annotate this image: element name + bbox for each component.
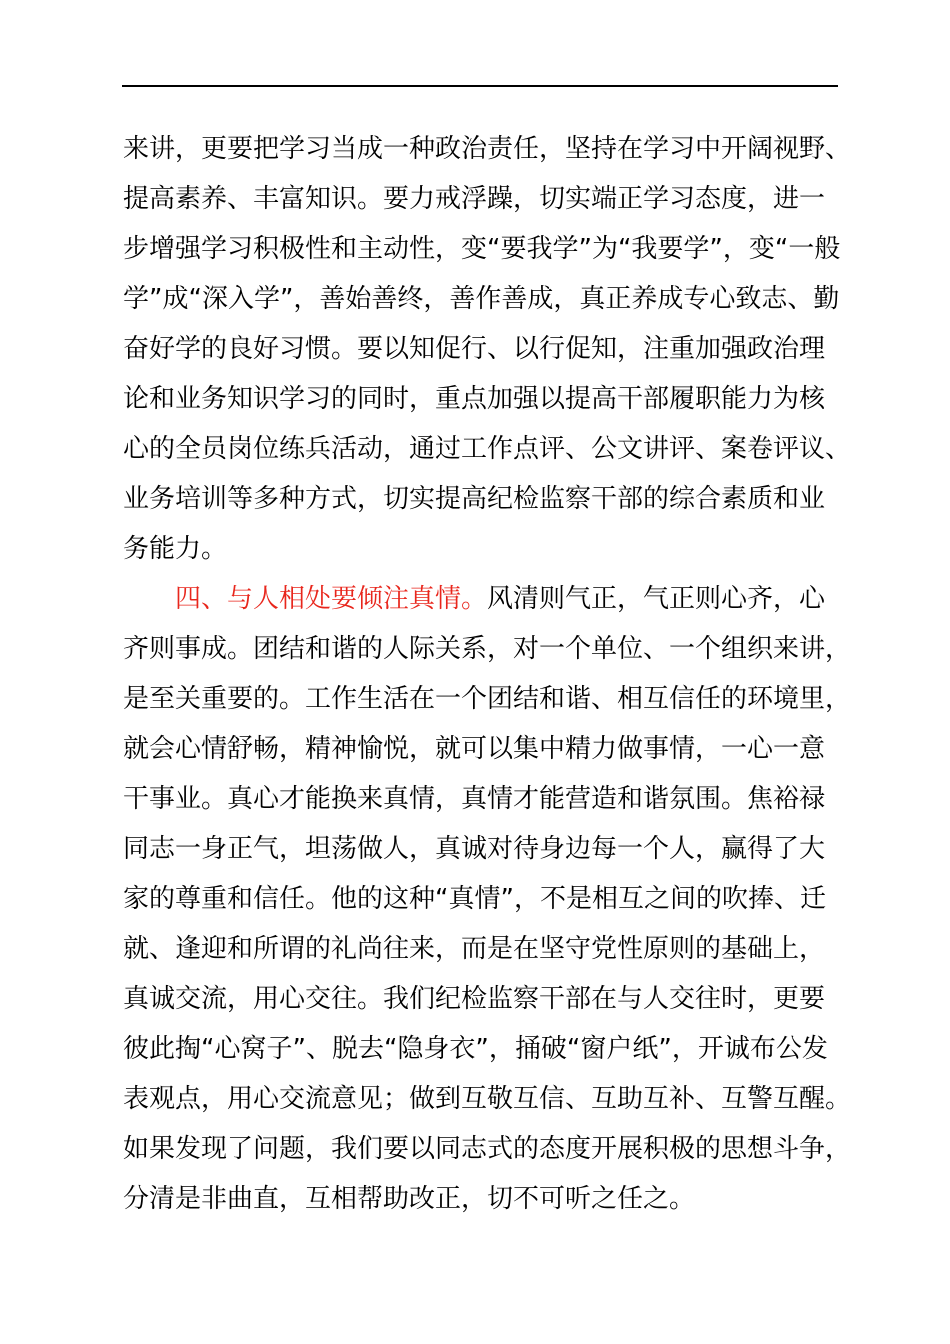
text-line-fragment: 风清则气正，气正则心齐，心 bbox=[487, 584, 826, 614]
text-line: 如果发现了问题，我们要以同志式的态度开展积极的思想斗争， bbox=[123, 1134, 852, 1164]
text-line: 分清是非曲直，互相帮助改正，切不可听之任之。 bbox=[123, 1184, 696, 1214]
text-line: 是至关重要的。工作生活在一个团结和谐、相互信任的环境里， bbox=[123, 684, 852, 714]
text-line: 学”成“深入学”，善始善终，善作善成，真正养成专心致志、勤 bbox=[123, 284, 840, 314]
text-line: 就、逢迎和所谓的礼尚往来，而是在坚守党性原则的基础上， bbox=[123, 934, 826, 964]
text-line: 心的全员岗位练兵活动，通过工作点评、公文讲评、案卷评议、 bbox=[123, 434, 852, 464]
text-line: 提高素养、丰富知识。要力戒浮躁，切实端正学习态度，进一 bbox=[123, 184, 826, 214]
section-4-heading: 四、与人相处要倾注真情。 bbox=[175, 584, 488, 614]
text-line: 同志一身正气，坦荡做人，真诚对待身边每一个人，赢得了大 bbox=[123, 834, 826, 864]
text-line: 家的尊重和信任。他的这种“真情”，不是相互之间的吹捧、迁 bbox=[123, 884, 826, 914]
text-line: 奋好学的良好习惯。要以知促行、以行促知，注重加强政治理 bbox=[123, 334, 826, 364]
text-line: 表观点，用心交流意见；做到互敬互信、互助互补、互警互醒。 bbox=[123, 1084, 852, 1114]
section-4-first-line bbox=[123, 574, 863, 624]
header-rule bbox=[122, 85, 838, 87]
paragraph-study bbox=[123, 124, 863, 574]
document-body bbox=[123, 124, 863, 1224]
text-line: 务能力。 bbox=[123, 534, 228, 564]
text-line: 齐则事成。团结和谐的人际关系，对一个单位、一个组织来讲， bbox=[123, 634, 852, 664]
paragraph-section-4 bbox=[123, 574, 863, 1224]
text-line: 就会心情舒畅，精神愉悦，就可以集中精力做事情，一心一意 bbox=[123, 734, 826, 764]
text-line: 来讲，更要把学习当成一种政治责任，坚持在学习中开阔视野、 bbox=[123, 134, 852, 164]
text-line: 步增强学习积极性和主动性，变“要我学”为“我要学”，变“一般 bbox=[123, 234, 841, 264]
text-line: 干事业。真心才能换来真情，真情才能营造和谐氛围。焦裕禄 bbox=[123, 784, 826, 814]
text-line: 真诚交流，用心交往。我们纪检监察干部在与人交往时，更要 bbox=[123, 984, 826, 1014]
text-line: 彼此掏“心窝子”、脱去“隐身衣”，捅破“窗户纸”，开诚布公发 bbox=[123, 1034, 828, 1064]
text-line: 业务培训等多种方式，切实提高纪检监察干部的综合素质和业 bbox=[123, 484, 826, 514]
text-line: 论和业务知识学习的同时，重点加强以提高干部履职能力为核 bbox=[123, 384, 826, 414]
